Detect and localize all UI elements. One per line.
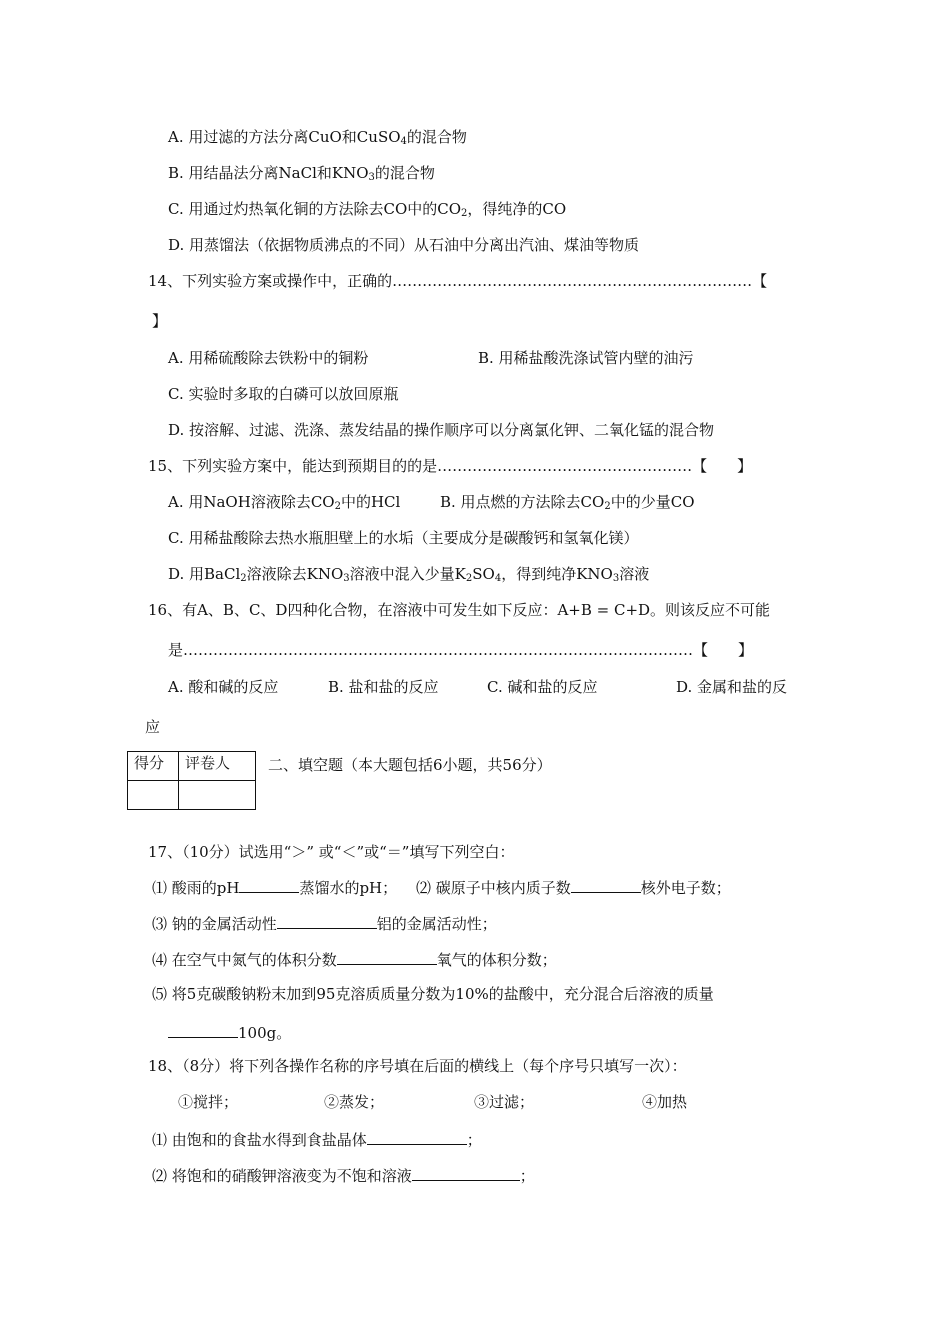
answer-blank[interactable] [337, 948, 437, 965]
q16-stem: 16、有A、B、C、D四种化合物，在溶液中可发生如下反应：A+B = C+D。则该反应不可能 [148, 601, 771, 619]
q14-stem: 14、下列实验方案或操作中，正确的………………………………………………………………【 [148, 272, 768, 290]
q18-op-1: ①搅拌； [178, 1093, 239, 1111]
q14-option-a: A. 用稀硫酸除去铁粉中的铜粉 [168, 349, 369, 367]
answer-blank[interactable] [412, 1164, 520, 1181]
q18-op-4: ④加热 [642, 1093, 688, 1111]
q14-option-c: C. 实验时多取的白磷可以放回原瓶 [168, 385, 399, 403]
answer-blank[interactable] [239, 876, 299, 893]
grader-cell[interactable] [179, 781, 256, 810]
q18-op-3: ③过滤； [474, 1093, 535, 1111]
answer-blank[interactable] [168, 1021, 238, 1038]
q17-part-5-continued: 100g。 [168, 1021, 291, 1043]
q15-stem: 15、下列实验方案中，能达到预期目的的是……………………………………………【 】 [148, 457, 753, 475]
score-table [127, 751, 256, 810]
q13-option-b: B. 用结晶法分离NaCl和$KNO_3$的混合物 [168, 164, 435, 183]
answer-blank[interactable] [367, 1128, 467, 1145]
q13-option-d: D. 用蒸馏法（依据物质沸点的不同）从石油中分离出汽油、煤油等物质 [168, 236, 640, 254]
answer-blank[interactable] [277, 912, 377, 929]
q16-stem-continued: 是…………………………………………………………………………………………【 】 [168, 641, 754, 659]
q16-option-b: B. 盐和盐的反应 [328, 678, 439, 696]
q14-option-b: B. 用稀盐酸洗涤试管内壁的油污 [478, 349, 694, 367]
q16-option-d-tail: 应 [145, 718, 161, 736]
q17-part-5: ⑸ 将5克碳酸钠粉末加到95克溶质质量分数为10%的盐酸中，充分混合后溶液的质量 [152, 985, 714, 1003]
q14-bracket-close: 】 [152, 312, 168, 330]
q15-option-c: C. 用稀盐酸除去热水瓶胆壁上的水垢（主要成分是碳酸钙和氢氧化镁） [168, 529, 639, 547]
section-2-title: 二、填空题（本大题包括6小题，共56分） [268, 756, 552, 774]
q15-option-d: D. 用BaCl$_2$溶液除去$KNO_3$溶液中混入少量$K_2SO_4$，得到纯净$KNO_3$溶液 [168, 565, 650, 584]
q16-option-d: D. 金属和盐的反 [676, 678, 788, 696]
q13-option-c: C. 用通过灼热氧化铜的方法除去CO中的$CO_2$，得纯净的CO [168, 200, 567, 219]
q17-part-2: ⑵ 碳原子中核内质子数 核外电子数； [416, 876, 731, 898]
score-cell[interactable] [128, 781, 179, 810]
q16-option-a: A. 酸和碱的反应 [168, 678, 279, 696]
q15-option-a: A. 用NaOH溶液除去$CO_2$中的HCl [168, 493, 401, 512]
q17-stem: 17、（10分）试选用“＞” 或“＜”或“＝”填写下列空白： [148, 843, 515, 861]
q16-option-c: C. 碱和盐的反应 [487, 678, 598, 696]
q18-op-2: ②蒸发； [324, 1093, 385, 1111]
q18-stem: 18、（8分）将下列各操作名称的序号填在后面的横线上（每个序号只填写一次）： [148, 1057, 687, 1075]
q17-part-4: ⑷ 在空气中氮气的体积分数 氧气的体积分数； [152, 948, 557, 970]
grader-header: 评卷人 [179, 752, 256, 781]
q18-part-2: ⑵ 将饱和的硝酸钾溶液变为不饱和溶液 ； [152, 1164, 535, 1186]
answer-blank[interactable] [571, 876, 641, 893]
score-header: 得分 [128, 752, 179, 781]
q17-part-3: ⑶ 钠的金属活动性 铝的金属活动性； [152, 912, 497, 934]
q14-option-d: D. 按溶解、过滤、洗涤、蒸发结晶的操作顺序可以分离氯化钾、二氧化锰的混合物 [168, 421, 715, 439]
q15-option-b: B. 用点燃的方法除去$CO_2$中的少量CO [440, 493, 695, 512]
q17-part-1: ⑴ 酸雨的pH 蒸馏水的pH； [152, 876, 397, 898]
q18-part-1: ⑴ 由饱和的食盐水得到食盐晶体 ； [152, 1128, 482, 1150]
q13-option-a: A. 用过滤的方法分离CuO和CuSO$_4$的混合物 [168, 128, 467, 147]
